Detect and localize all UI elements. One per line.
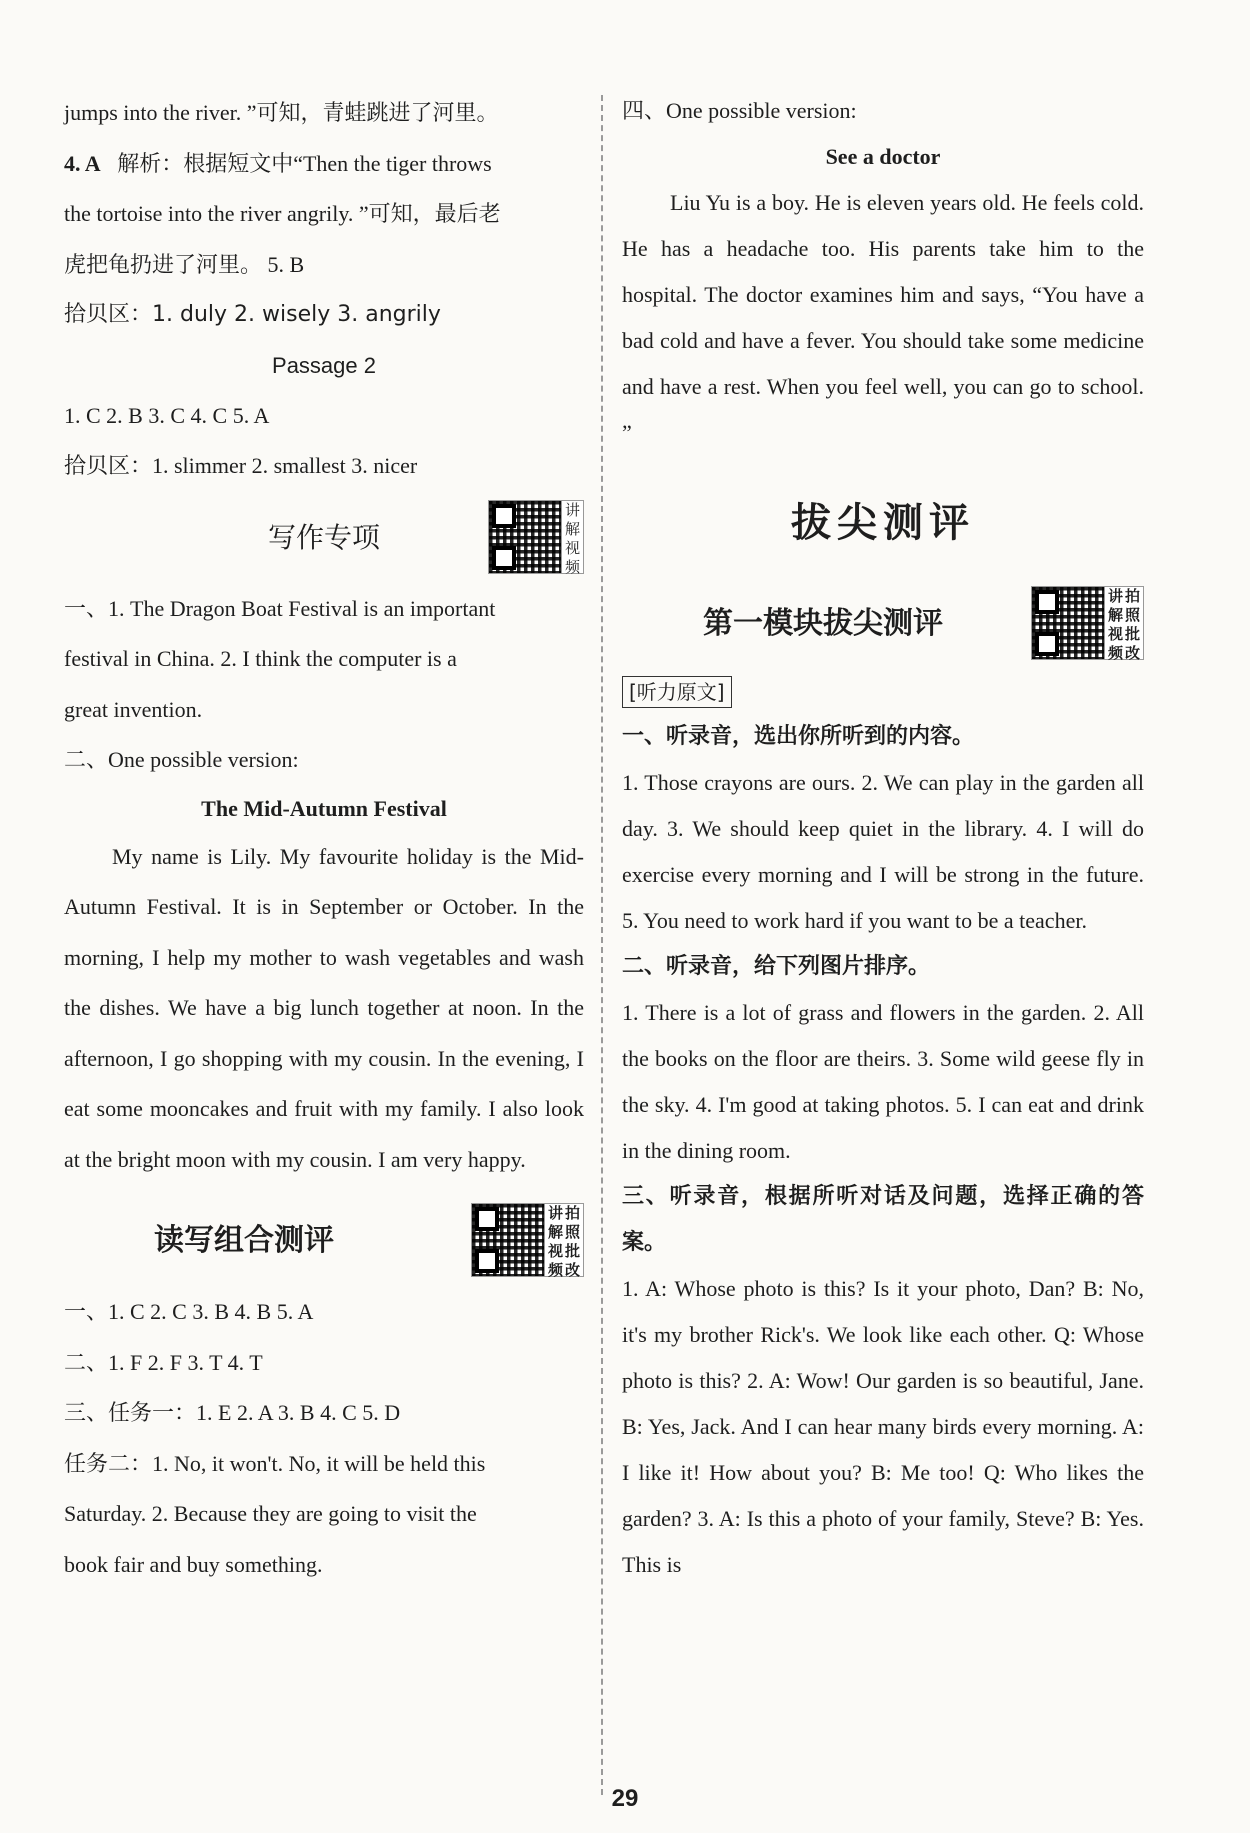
text-line: 4. A 解析：根据短文中“Then the tiger throws [64,150,492,176]
module-heading: 第一模块拔尖测评 讲 解 视 频 拍 照 批 改 [622,578,1144,670]
text-line: 拾贝区：1. slimmer 2. smallest 3. nicer [64,453,418,478]
text-line: 虎把龟扔进了河里。 5. B [64,251,305,277]
page-number: 29 [611,1785,639,1812]
qr-code-icon [1031,586,1105,660]
essay-title: The Mid-Autumn Festival [201,795,447,821]
qr-code-icon [471,1203,545,1277]
essay-body: My name is Lily. My favourite holiday is the Mid-Autumn Festival. It is in September or October. In the morning, I help my mother to wash vegetables and wash the dishes. We have a big lunch together at noon. In the afternoon, I go shopping with my cousin. In the evening, I eat some mooncakes and fruit with my family. I also look at the bright moon with my cousin. I am very happy. [64,843,584,1172]
text-block: 1. There is a lot of grass and flowers in the garden. 2. All the books on the floor are theirs. 3. Some wild geese fly in the sky. 4. I'm good at taking photos. 5. I can eat and drink in the dining room. [622,1000,1144,1163]
qr-code-icon [488,500,562,574]
text-line: festival in China. 2. I think the computer is a [64,646,457,671]
text-line: 任务二：1. No, it won't. No, it will be held this [64,1450,486,1476]
section-heading-top-test: 拔尖测评 [791,500,975,546]
listening-script-label: [听力原文] [622,676,732,708]
qr-code-block [488,500,584,574]
text-line: book fair and buy something. [64,1551,323,1577]
text-line: the tortoise into the river angrily. ”可知，最后老 [64,201,501,226]
question-heading: 一、听录音，选出你所听到的内容。 [622,724,975,749]
question-heading: 三、听录音，根据所听对话及问题，选择正确的答案。 [622,1184,1144,1255]
text-line: Saturday. 2. Because they are going to visit the [64,1501,477,1526]
text-line: jumps into the river. ”可知，青蛙跳进了河里。 [64,100,499,125]
section-heading-reading-writing: 读写组合测评 讲 解 视 频 拍 照 批 改 [64,1195,584,1287]
text-line: 三、任务一：1. E 2. A 3. B 4. C 5. D [64,1400,401,1425]
qr-code-block [471,1203,584,1277]
passage-heading: Passage 2 [272,352,376,378]
question-heading: 二、听录音，给下列图片排序。 [622,954,931,979]
qr-code-block [1031,586,1144,660]
text-block: 1. A: Whose photo is this? Is it your photo, Dan? B: No, it's my brother Rick's. We look like each other. Q: Whose photo is this? 2. A: Wow! Our garden is so beautiful, Jane. B: Yes, Jack. And I can hear many birds every morning. A: I like it! How about you? B: Me too! Q: Who likes the garden? 3. A: Is this a photo of your family, Steve? B: Yes. This is [622,1276,1144,1577]
text-line: 四、One possible version: [622,98,857,123]
text-line: 二、1. F 2. F 3. T 4. T [64,1349,263,1375]
text-line: 一、1. C 2. C 3. B 4. B 5. A [64,1299,314,1324]
qr-label: 讲 解 视 频 拍 照 批 改 [545,1203,584,1277]
qr-label: 讲 解 视 频 [562,500,584,574]
essay-title: See a doctor [825,144,941,169]
text-line: 1. C 2. B 3. C 4. C 5. A [64,402,270,428]
text-block: 1. Those crayons are ours. 2. We can play in the garden all day. 3. We should keep quiet in the library. 4. I will do exercise every morning and I will be strong in the future. 5. You need to work hard if you want to be a teacher. [622,770,1144,933]
text-line: 二、One possible version: [64,747,299,772]
text-line: great invention. [64,696,203,722]
right-column [622,88,1144,1588]
section-heading-writing: 写作专项 讲 解 视 频 [64,492,584,584]
left-column [64,88,584,1590]
column-divider [601,95,603,1795]
text-line: 一、1. The Dragon Boat Festival is an important [64,595,496,621]
text-line: 拾贝区：1. duly 2. wisely 3. angrily [64,302,441,327]
essay-body: Liu Yu is a boy. He is eleven years old. He feels cold. He has a headache too. His parents take him to the hospital. The doctor examines him and says, “You have a bad cold and have a fever. You should take some medicine and have a rest. When you feel well, you can go to school. ” [622,190,1144,445]
qr-label: 讲 解 视 频 拍 照 批 改 [1105,586,1144,660]
